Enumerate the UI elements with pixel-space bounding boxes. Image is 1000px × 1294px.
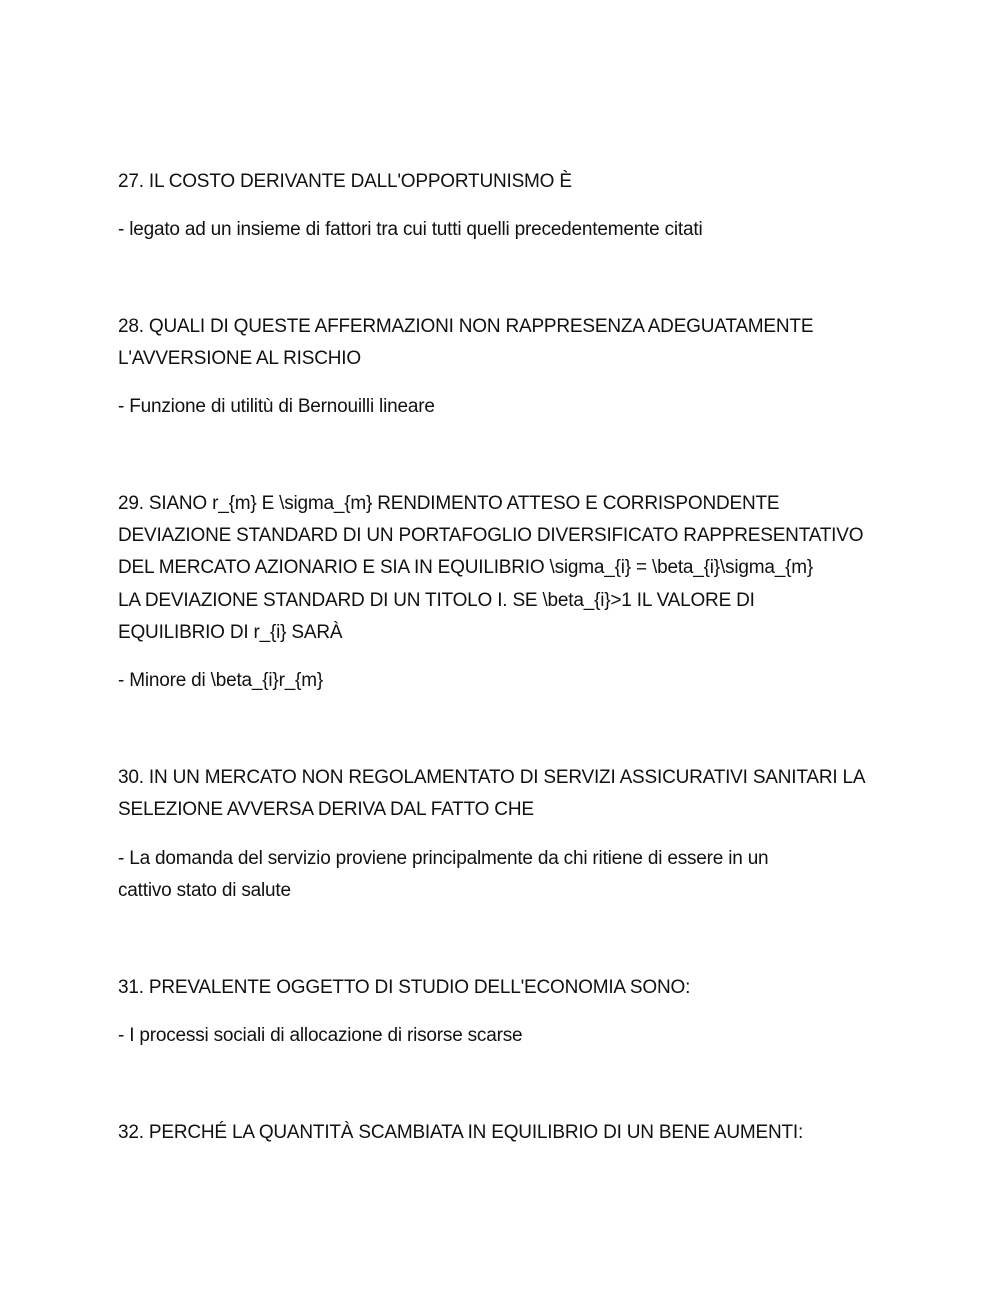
question-32-line-1: 32. PERCHÉ LA QUANTITÀ SCAMBIATA IN EQUILIBRIO DI UN BENE AUMENTI:: [118, 1122, 804, 1143]
question-27-line-1: 27. IL COSTO DERIVANTE DALL'OPPORTUNISMO È: [118, 171, 572, 192]
question-29-line-2: DEVIAZIONE STANDARD DI UN PORTAFOGLIO DIVERSIFICATO RAPPRESENTATIVO: [118, 525, 864, 546]
question-29-line-4: LA DEVIAZIONE STANDARD DI UN TITOLO I. SE \beta_{i}>1 IL VALORE DI: [118, 590, 755, 611]
answer-30-line-2: cattivo stato di salute: [118, 880, 291, 901]
question-29-line-3: DEL MERCATO AZIONARIO E SIA IN EQUILIBRIO \sigma_{i} = \beta_{i}\sigma_{m}: [118, 557, 813, 578]
answer-30-line-1: - La domanda del servizio proviene principalmente da chi ritiene di essere in un: [118, 848, 769, 869]
question-31-line-1: 31. PREVALENTE OGGETTO DI STUDIO DELL'ECONOMIA SONO:: [118, 977, 691, 998]
question-28-line-2: L'AVVERSIONE AL RISCHIO: [118, 348, 361, 369]
answer-27-line-1: - legato ad un insieme di fattori tra cui tutti quelli precedentemente citati: [118, 219, 703, 240]
question-29-line-5: EQUILIBRIO DI r_{i} SARÀ: [118, 622, 343, 643]
answer-28-line-1: - Funzione di utilitù di Bernouilli lineare: [118, 396, 435, 417]
question-30-line-2: SELEZIONE AVVERSA DERIVA DAL FATTO CHE: [118, 799, 534, 820]
answer-29-line-1: - Minore di \beta_{i}r_{m}: [118, 670, 323, 691]
question-30-line-1: 30. IN UN MERCATO NON REGOLAMENTATO DI SERVIZI ASSICURATIVI SANITARI LA: [118, 767, 866, 788]
question-29-line-1: 29. SIANO r_{m} E \sigma_{m} RENDIMENTO ATTESO E CORRISPONDENTE: [118, 493, 780, 514]
question-28-line-1: 28. QUALI DI QUESTE AFFERMAZIONI NON RAPPRESENZA ADEGUATAMENTE: [118, 316, 814, 337]
answer-31-line-1: - I processi sociali di allocazione di risorse scarse: [118, 1025, 523, 1046]
